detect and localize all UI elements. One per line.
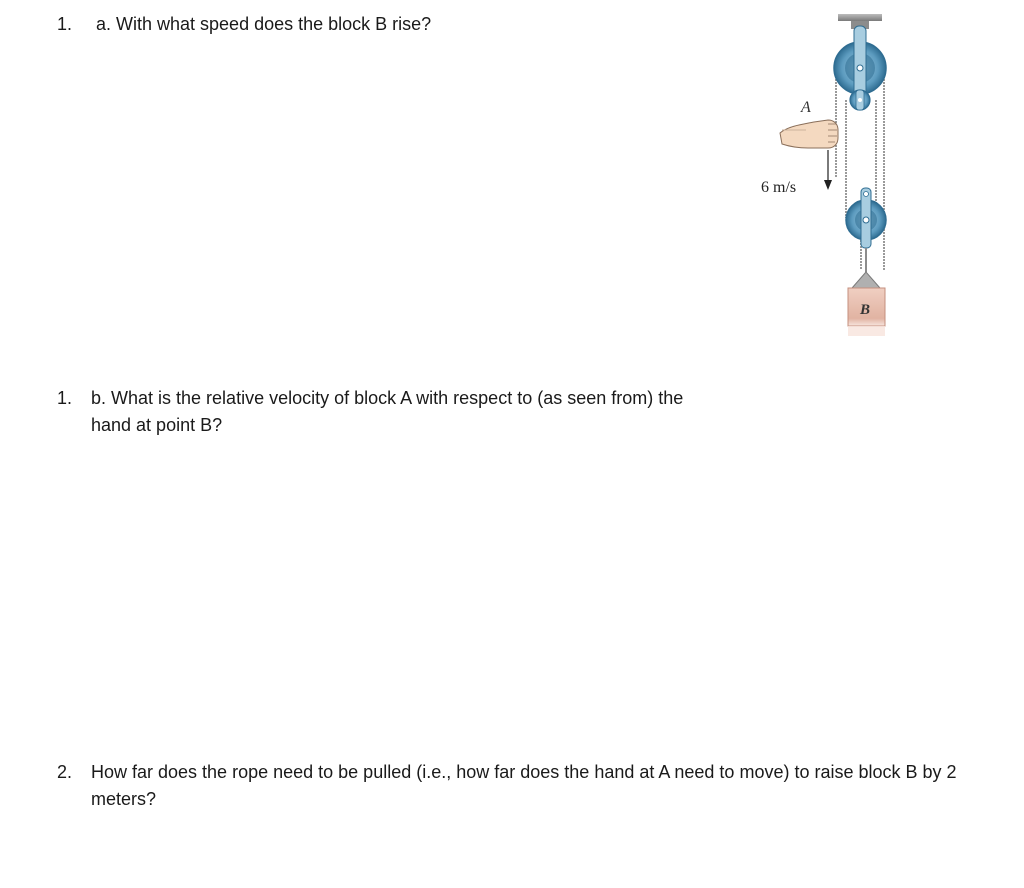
pulley-diagram — [748, 8, 908, 360]
question-1b — [57, 385, 697, 445]
hand-icon — [780, 120, 838, 148]
block-hanger — [852, 248, 880, 288]
question-number: 1. — [57, 388, 73, 408]
question-2 — [57, 759, 987, 819]
question-text: How far does the rope need to be pulled (i.e., how far does the hand at A need to move) to raise block B by 2 meters? — [91, 762, 957, 809]
small-pulley — [850, 90, 870, 110]
label-b: B — [860, 302, 871, 318]
label-a: A — [801, 99, 811, 116]
question-text: b. What is the relative velocity of block A with respect to (as seen from) the hand at point B? — [91, 388, 684, 435]
question-text: a. With what speed does the block B rise? — [96, 14, 432, 34]
question-number: 1. — [57, 14, 73, 34]
velocity-label: 6 m/s — [761, 179, 797, 196]
question-1a — [57, 11, 757, 41]
moving-pulley — [846, 188, 886, 248]
velocity-arrow — [824, 150, 832, 190]
question-number: 2. — [57, 762, 73, 782]
